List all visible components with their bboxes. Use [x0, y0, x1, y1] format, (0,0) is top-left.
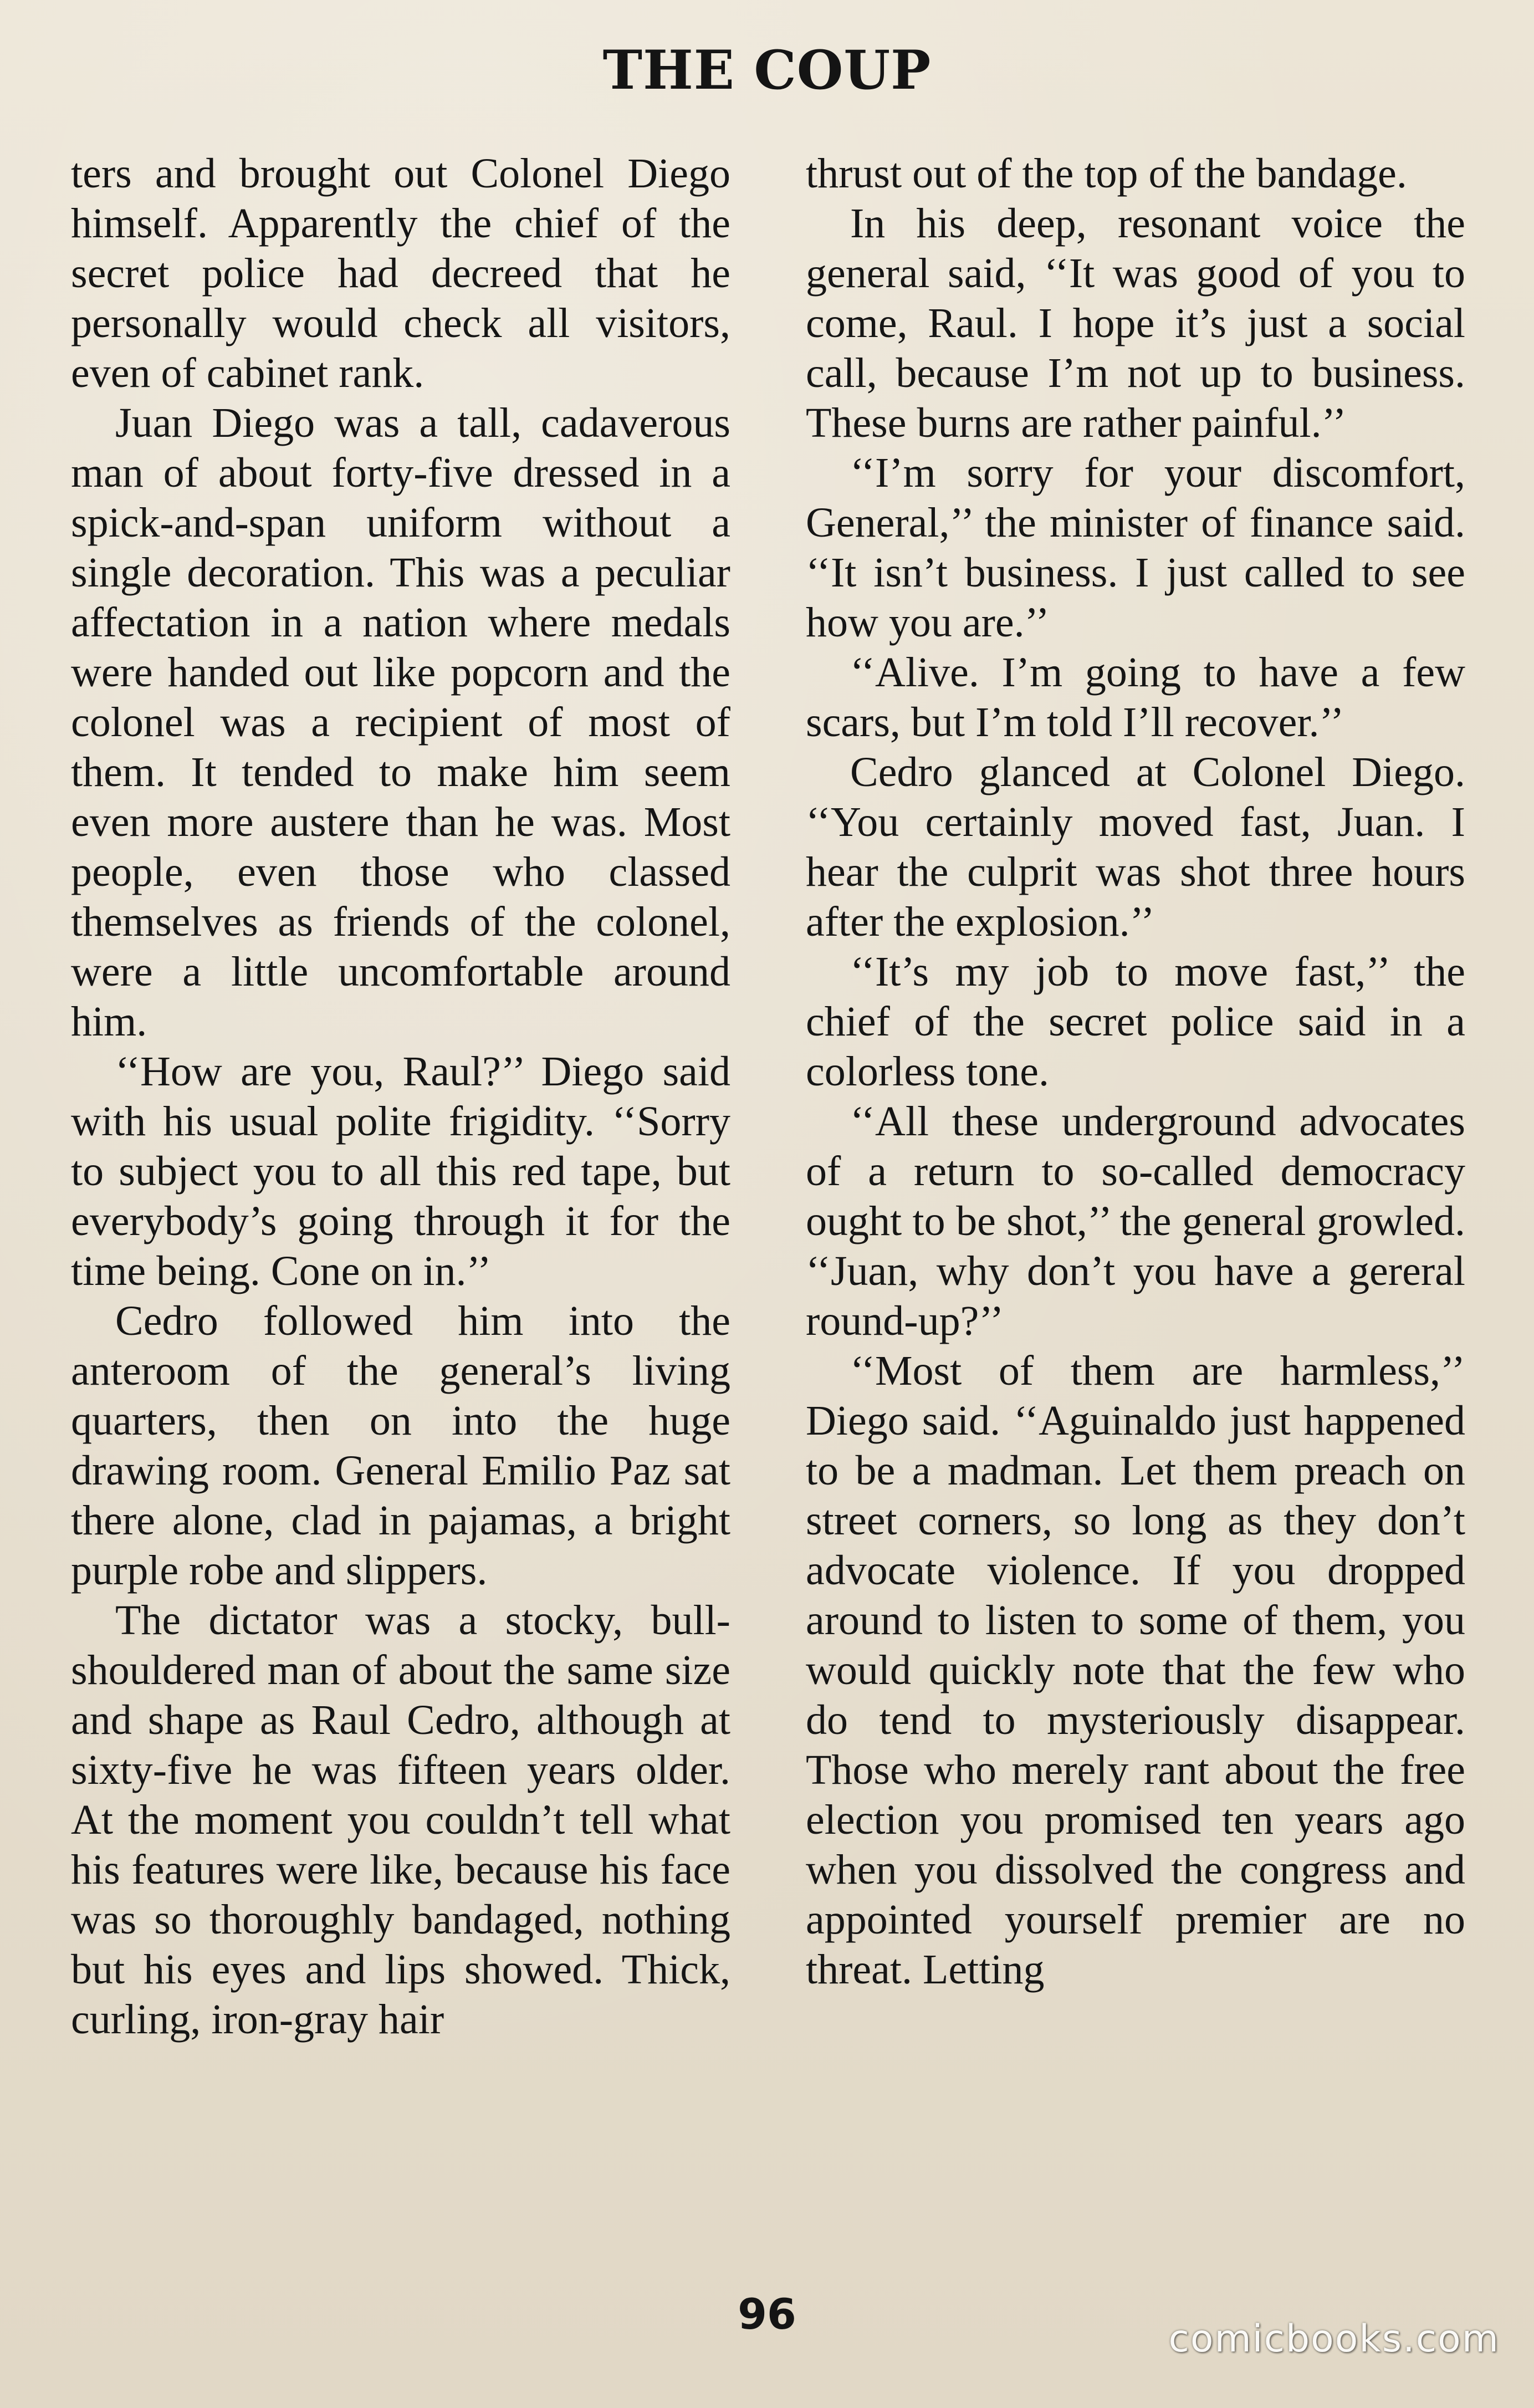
paragraph: ‘‘Most of them are harmless,’’ Diego said. ‘‘Aguinaldo just happened to be a madman. Let them preach on street corners, so long as they don’t advocate violence. If you dropped around to listen to some of them, you would quickly note that the few who do tend to mysteriously disappear. Those who merely rant about the free election you promised ten years ago when you dissolved the congress and appointed yourself premier are no threat. Letting: [806, 1348, 1465, 1993]
paragraph: ters and brought out Colonel Diego himself. Apparently the chief of the secret police had decreed that he personally would check all visitors, even of cabinet rank.: [71, 150, 730, 396]
left-column: [71, 149, 730, 2044]
paragraph: ‘‘It’s my job to move fast,’’ the chief of the secret police said in a colorless tone.: [806, 948, 1465, 1095]
paragraph: In his deep, resonant voice the general said, ‘‘It was good of you to come, Raul. I hope it’s just a social call, because I’m not up to business. These burns are rather painful.’’: [806, 200, 1465, 446]
paragraph: ‘‘I’m sorry for your discomfort, General,’’ the minister of finance said. ‘‘It isn’t business. I just called to see how you are.’’: [806, 450, 1465, 646]
paragraph: Cedro glanced at Colonel Diego. ‘‘You certainly moved fast, Juan. I hear the culprit was shot three hours after the explosion.’’: [806, 749, 1465, 945]
page-number: 96: [738, 2289, 796, 2339]
paragraph: Juan Diego was a tall, cadaverous man of about forty-five dressed in a spick-and-span uniform without a single decoration. This was a peculiar affectation in a nation where medals were handed out like popcorn and the colonel was a recipient of most of them. It tended to make him seem even more austere than he was. Most people, even those who classed themselves as friends of the colonel, were a little uncomfortable around him.: [71, 400, 730, 1045]
paragraph: ‘‘Alive. I’m going to have a few scars, but I’m told I’ll recover.’’: [806, 649, 1465, 746]
running-header: THE COUP: [602, 39, 932, 101]
paragraph: The dictator was a stocky, bull-shouldered man of about the same size and shape as Raul Cedro, although at sixty-five he was fifteen years older. At the moment you couldn’t tell what his features were like, because his face was so thoroughly bandaged, nothing but his eyes and lips showed. Thick, curling, iron-gray hair: [71, 1597, 730, 2043]
paragraph: thrust out of the top of the bandage.: [806, 150, 1407, 197]
site-watermark: comicbooks.com: [1168, 2317, 1500, 2361]
paragraph: ‘‘How are you, Raul?’’ Diego said with his usual polite frigidity. ‘‘Sorry to subject you to all this red tape, but everybody’s going through it for the time being. Cone on in.’’: [71, 1048, 730, 1294]
paragraph: ‘‘All these underground advocates of a return to so-called democracy ought to be shot,’’ the general growled. ‘‘Juan, why don’t you have a gereral round-up?’’: [806, 1098, 1465, 1344]
paragraph: Cedro followed him into the anteroom of the general’s living quarters, then on into the huge drawing room. General Emilio Paz sat there alone, clad in pajamas, a bright purple robe and slippers.: [71, 1298, 730, 1594]
right-column: [806, 149, 1465, 1994]
